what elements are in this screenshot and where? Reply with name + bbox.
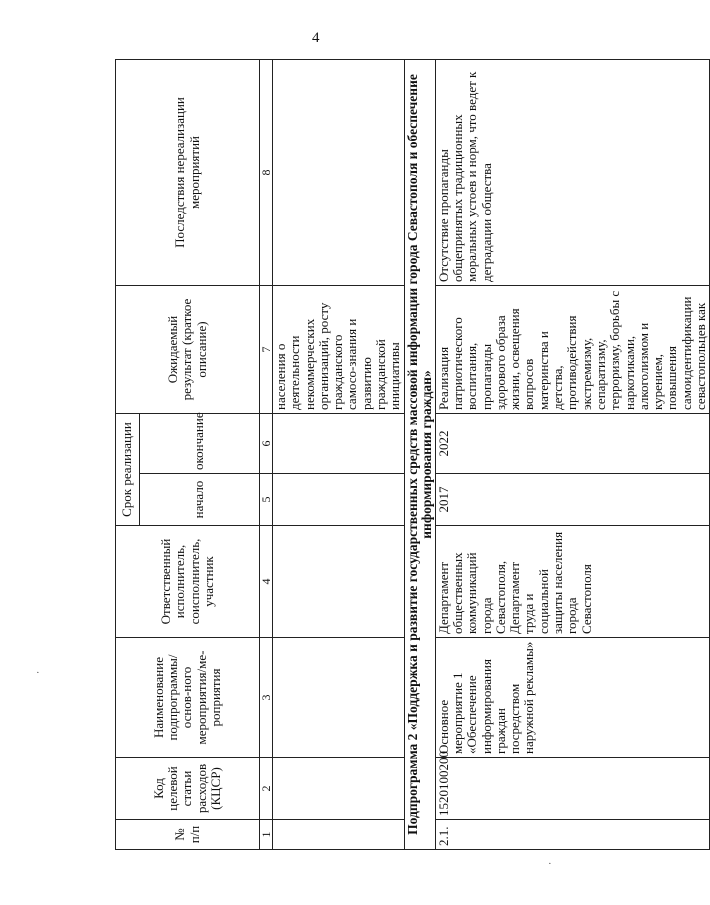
- header-code: Код целевой статьи расходов (КЦСР): [116, 758, 260, 820]
- header-period: Срок реализации: [116, 414, 140, 526]
- cell-empty: [273, 820, 405, 850]
- row-end: 2022: [435, 414, 710, 474]
- row-responsible: Департамент общественных коммуникаций города Севастополя, Департамент труда и социальной защиты населения города Севастополя: [435, 526, 710, 638]
- column-number: 8: [260, 60, 273, 286]
- header-responsible: Ответственный исполнитель, соисполнитель, участник: [116, 526, 260, 638]
- row-start: 2017: [435, 474, 710, 526]
- column-number: 2: [260, 758, 273, 820]
- cell-empty: [273, 474, 405, 526]
- header-num: № п/п: [116, 820, 260, 850]
- scan-speck: ·: [548, 858, 552, 870]
- header-consequences: Последствия нереализации мероприятий: [116, 60, 260, 286]
- column-number: 5: [260, 474, 273, 526]
- header-start: начало: [140, 474, 260, 526]
- header-end: окончание: [140, 414, 260, 474]
- continuation-row: [273, 60, 405, 850]
- cell-empty: [273, 758, 405, 820]
- column-numbers-row: [260, 60, 273, 850]
- row-name: Основное мероприятие 1 «Обеспечение информирования граждан посредством наружной рекламы»: [435, 638, 710, 758]
- row-result: Реализация патриотического воспитания, пропаганды здорового образа жизни, освещения вопросов материнства и детства, противодействия экстремизму, сепаратизму, терроризму, борьбы с наркотиками, алкоголизмом и курением, повышения самоидентификации севастопольцев как: [435, 286, 710, 414]
- subprogram-title: Подпрограмма 2 «Поддержка и развитие государственных средств массовой информации города Севастополя и обеспечение информирования граждан»: [404, 60, 435, 850]
- row-number: 2.1.: [435, 820, 710, 850]
- column-number: 4: [260, 526, 273, 638]
- row-consequences: Отсутствие пропаганды общепринятых традиционных моральных устоев и норм, что ведет к деградации общества: [435, 60, 710, 286]
- header-name: Наименование подпрограммы/основ-ного мероприятия/ме-роприятия: [116, 638, 260, 758]
- page-number: 4: [312, 30, 320, 46]
- column-number: 3: [260, 638, 273, 758]
- scan-speck: ·: [36, 667, 40, 679]
- table-wrapper: [115, 60, 709, 850]
- rotated-table-frame: [115, 60, 709, 850]
- cell-empty: [273, 414, 405, 474]
- subprogram-row: [404, 60, 435, 850]
- cell-empty: [273, 638, 405, 758]
- column-number: 6: [260, 414, 273, 474]
- column-number: 7: [260, 286, 273, 414]
- cell-empty: [273, 60, 405, 286]
- header-row-1: [116, 60, 140, 850]
- header-result: Ожидаемый результат (краткое описание): [116, 286, 260, 414]
- row-code: 1520100200: [435, 758, 710, 820]
- column-number: 1: [260, 820, 273, 850]
- cell-empty: [273, 526, 405, 638]
- row-2-1: [435, 60, 710, 850]
- continuation-result: населения о деятельности некоммерческих организаций, росту гражданского самосо-знания и развитию гражданской инициативы: [273, 286, 405, 414]
- program-activities-table: [115, 59, 710, 850]
